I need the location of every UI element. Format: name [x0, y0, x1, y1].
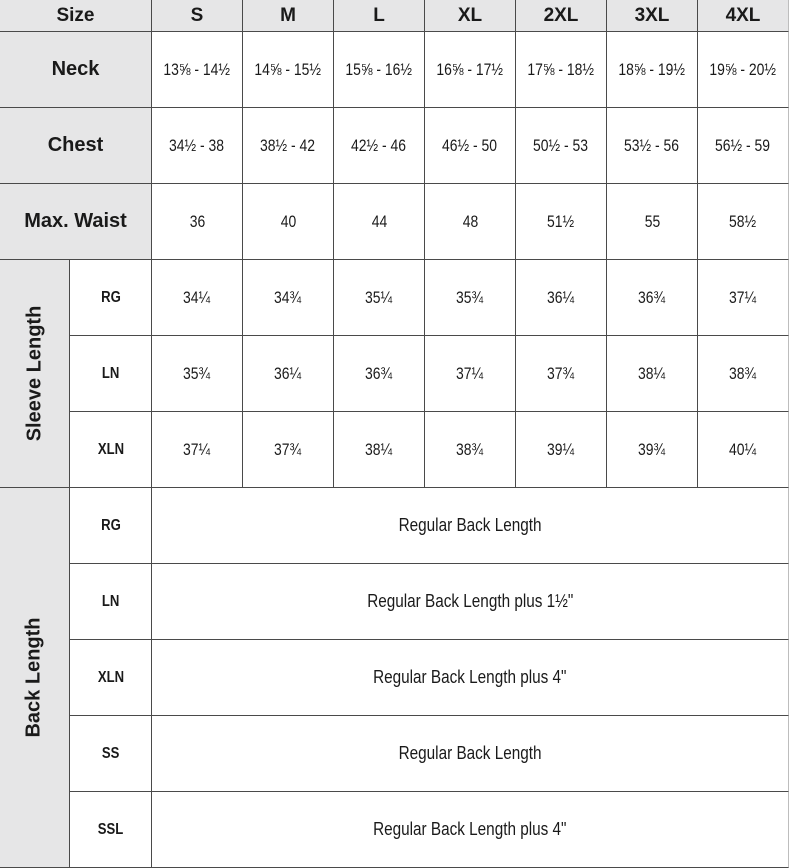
- sleeve-value: 37¼: [425, 336, 516, 412]
- row-label-max-waist: Max. Waist: [0, 184, 152, 260]
- back-row-label: XLN: [70, 640, 152, 716]
- sleeve-row-label: XLN: [70, 412, 152, 488]
- neck-value: 14⅝ - 15½: [243, 32, 334, 108]
- sleeve-value: 35¼: [334, 260, 425, 336]
- sleeve-value: 36¼: [243, 336, 334, 412]
- sleeve-row-label: RG: [70, 260, 152, 336]
- neck-value: 16⅝ - 17½: [425, 32, 516, 108]
- back-row-label: SS: [70, 716, 152, 792]
- waist-value: 48: [425, 184, 516, 260]
- sleeve-row-label: LN: [70, 336, 152, 412]
- size-header-label: Size: [0, 0, 152, 32]
- sleeve-value: 37¾: [243, 412, 334, 488]
- size-header-s: S: [152, 0, 243, 32]
- back-length-group-label: Back Length: [0, 488, 70, 868]
- size-header-3xl: 3XL: [607, 0, 698, 32]
- sleeve-value: 37¼: [152, 412, 243, 488]
- sleeve-value: 38¼: [334, 412, 425, 488]
- sleeve-value: 39¼: [516, 412, 607, 488]
- waist-value: 40: [243, 184, 334, 260]
- back-length-description: Regular Back Length plus 4": [152, 792, 789, 868]
- chest-value: 50½ - 53: [516, 108, 607, 184]
- chest-value: 46½ - 50: [425, 108, 516, 184]
- back-row-label: RG: [70, 488, 152, 564]
- waist-value: 58½: [698, 184, 789, 260]
- sleeve-value: 40¼: [698, 412, 789, 488]
- back-length-description: Regular Back Length: [152, 716, 789, 792]
- chest-value: 38½ - 42: [243, 108, 334, 184]
- neck-value: 13⅝ - 14½: [152, 32, 243, 108]
- size-header-xl: XL: [425, 0, 516, 32]
- sleeve-value: 35¾: [425, 260, 516, 336]
- sleeve-value: 34¼: [152, 260, 243, 336]
- sleeve-value: 37¾: [516, 336, 607, 412]
- sleeve-value: 38¼: [607, 336, 698, 412]
- sleeve-value: 34¾: [243, 260, 334, 336]
- chest-value: 34½ - 38: [152, 108, 243, 184]
- back-row-label: LN: [70, 564, 152, 640]
- sleeve-length-group-label: Sleeve Length: [0, 260, 70, 488]
- back-row-label: SSL: [70, 792, 152, 868]
- sleeve-value: 39¾: [607, 412, 698, 488]
- sleeve-value: 38¾: [425, 412, 516, 488]
- back-length-description: Regular Back Length plus 1½": [152, 564, 789, 640]
- size-header-4xl: 4XL: [698, 0, 789, 32]
- neck-value: 18⅝ - 19½: [607, 32, 698, 108]
- chest-value: 42½ - 46: [334, 108, 425, 184]
- waist-value: 44: [334, 184, 425, 260]
- sleeve-value: 36¾: [607, 260, 698, 336]
- back-length-description: Regular Back Length: [152, 488, 789, 564]
- sleeve-value: 38¾: [698, 336, 789, 412]
- back-length-description: Regular Back Length plus 4": [152, 640, 789, 716]
- size-header-2xl: 2XL: [516, 0, 607, 32]
- sleeve-value: 36¼: [516, 260, 607, 336]
- sleeve-value: 37¼: [698, 260, 789, 336]
- waist-value: 51½: [516, 184, 607, 260]
- waist-value: 36: [152, 184, 243, 260]
- sleeve-value: 36¾: [334, 336, 425, 412]
- chest-value: 53½ - 56: [607, 108, 698, 184]
- chest-value: 56½ - 59: [698, 108, 789, 184]
- row-label-chest: Chest: [0, 108, 152, 184]
- neck-value: 17⅝ - 18½: [516, 32, 607, 108]
- neck-value: 15⅝ - 16½: [334, 32, 425, 108]
- sleeve-value: 35¾: [152, 336, 243, 412]
- neck-value: 19⅝ - 20½: [698, 32, 789, 108]
- waist-value: 55: [607, 184, 698, 260]
- size-header-m: M: [243, 0, 334, 32]
- size-header-l: L: [334, 0, 425, 32]
- row-label-neck: Neck: [0, 32, 152, 108]
